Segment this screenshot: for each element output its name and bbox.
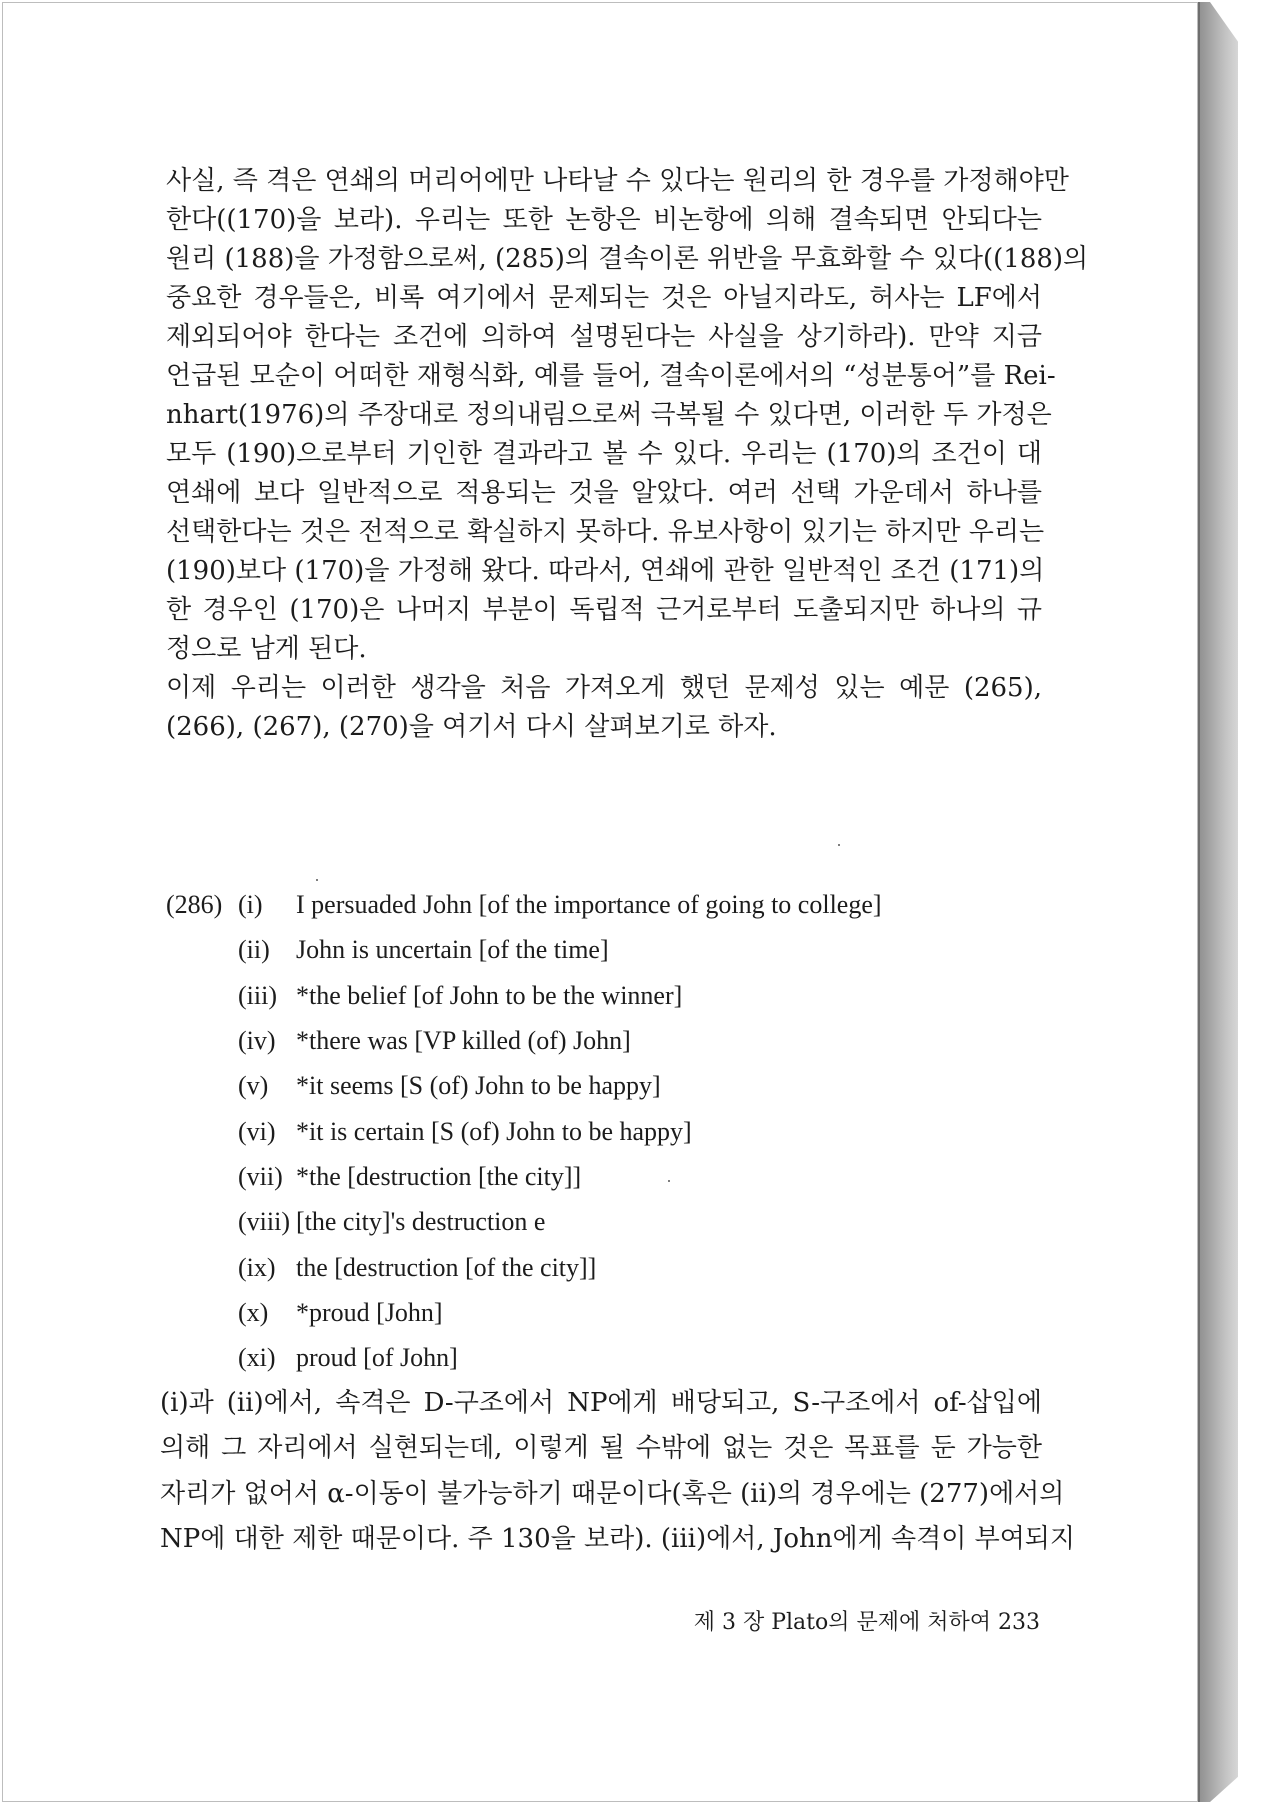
body-line: 원리 (188)을 가정함으로써, (285)의 결속이론 위반을 무효화할 수 있다((188)의 xyxy=(166,244,1089,274)
example-text: proud [of John] xyxy=(296,1343,458,1372)
example-number: (ix) xyxy=(238,1253,276,1282)
body-line: 제외되어야 한다는 조건에 의하여 설명된다는 사실을 상기하라). 만약 지금 xyxy=(166,322,1042,352)
body-line: (i)과 (ii)에서, 속격은 D-구조에서 NP에게 배당되고, S-구조에서 of-삽입에 xyxy=(160,1388,1042,1418)
page-edge-line xyxy=(1198,2,1200,1802)
body-line: 정으로 남게 된다. xyxy=(166,634,367,664)
example-number: (i) xyxy=(238,890,263,919)
body-line: 선택한다는 것은 전적으로 확실하지 못하다. 유보사항이 있기는 하지만 우리는 xyxy=(166,517,1045,547)
example-number: (vi) xyxy=(238,1117,276,1146)
body-line: 사실, 즉 격은 연쇄의 머리어에만 나타날 수 있다는 원리의 한 경우를 가정해야만 xyxy=(166,166,1069,196)
example-text: John is uncertain [of the time] xyxy=(296,935,609,964)
body-line: 한 경우인 (170)은 나머지 부분이 독립적 근거로부터 도출되지만 하나의 규 xyxy=(166,595,1042,625)
scan-speck xyxy=(668,1180,670,1182)
body-line: 의해 그 자리에서 실현되는데, 이렇게 될 수밖에 없는 것은 목표를 둔 가능한 xyxy=(160,1433,1042,1463)
example-number: (iii) xyxy=(238,981,277,1010)
example-number: (v) xyxy=(238,1071,269,1100)
body-line: 모두 (190)으로부터 기인한 결과라고 볼 수 있다. 우리는 (170)의 조건이 대 xyxy=(166,439,1042,469)
example-text: [the city]'s destruction e xyxy=(296,1207,546,1236)
example-number: (vii) xyxy=(238,1162,283,1191)
page-edge-shadow xyxy=(1198,2,1238,1802)
body-line: 한다((170)을 보라). 우리는 또한 논항은 비논항에 의해 결속되면 안되다는 xyxy=(166,205,1042,235)
body-line: NP에 대한 제한 때문이다. 주 130을 보라). (iii)에서, John에게 속격이 부여되지 xyxy=(160,1524,1076,1554)
body-line: 연쇄에 보다 일반적으로 적용되는 것을 알았다. 여러 선택 가운데서 하나를 xyxy=(166,478,1042,508)
example-label: (286) xyxy=(166,890,223,919)
body-line: 자리가 없어서 α-이동이 불가능하기 때문이다(혹은 (ii)의 경우에는 (277)에서의 xyxy=(160,1479,1065,1509)
body-line: 언급된 모순이 어떠한 재형식화, 예를 들어, 결속이론에서의 “성분통어”를 Rei- xyxy=(166,361,1056,391)
example-text: I persuaded John [of the importance of going to college] xyxy=(296,890,882,919)
example-text: *the [destruction [the city]] xyxy=(296,1162,582,1191)
example-text: *there was [VP killed (of) John] xyxy=(296,1026,631,1055)
scan-speck xyxy=(838,844,840,846)
example-text: *proud [John] xyxy=(296,1298,443,1327)
example-text: *the belief [of John to be the winner] xyxy=(296,981,683,1010)
example-number: (viii) xyxy=(238,1207,290,1236)
example-text: the [destruction [of the city]] xyxy=(296,1253,597,1282)
body-line: (190)보다 (170)을 가정해 왔다. 따라서, 연쇄에 관한 일반적인 조건 (171)의 xyxy=(166,556,1045,586)
example-number: (xi) xyxy=(238,1343,276,1372)
example-text: *it seems [S (of) John to be happy] xyxy=(296,1071,661,1100)
example-number: (iv) xyxy=(238,1026,276,1055)
body-line: nhart(1976)의 주장대로 정의내림으로써 극복될 수 있다면, 이러한 두 가정은 xyxy=(166,400,1052,430)
example-number: (ii) xyxy=(238,935,270,964)
body-line: (266), (267), (270)을 여기서 다시 살펴보기로 하자. xyxy=(166,712,777,742)
body-line: 이제 우리는 이러한 생각을 처음 가져오게 했던 문제성 있는 예문 (265), xyxy=(166,673,1042,703)
scan-speck xyxy=(316,879,318,881)
running-footer: 제 3 장 Plato의 문제에 처하여 233 xyxy=(693,1610,1040,1635)
example-text: *it is certain [S (of) John to be happy] xyxy=(296,1117,692,1146)
body-line: 중요한 경우들은, 비록 여기에서 문제되는 것은 아닐지라도, 허사는 LF에서 xyxy=(166,283,1042,313)
example-number: (x) xyxy=(238,1298,269,1327)
